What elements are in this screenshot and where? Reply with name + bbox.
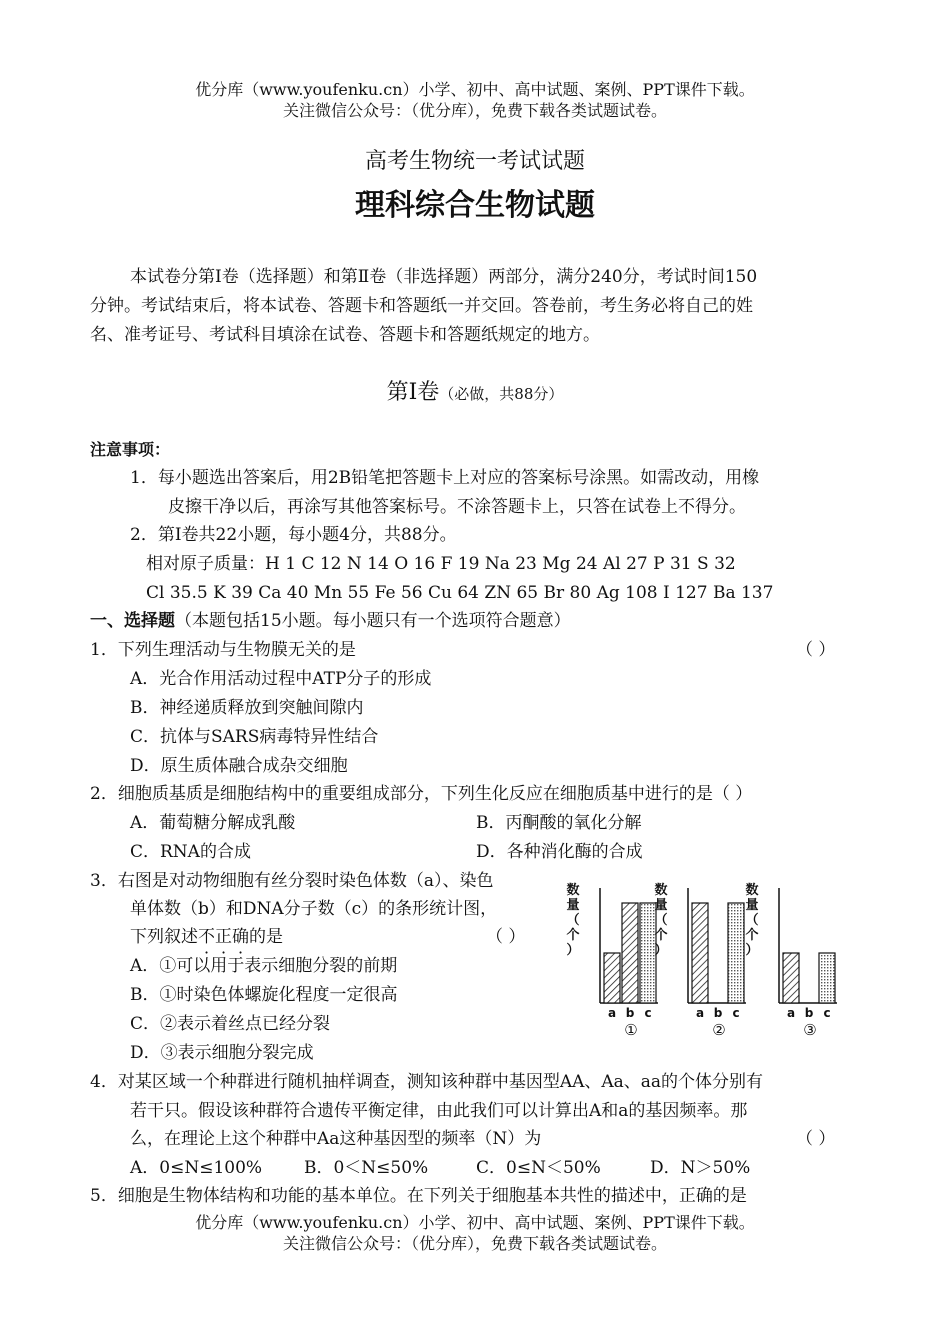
header-line-2: 关注微信公众号：（优分库），免费下载各类试题试卷。 [282,101,667,120]
q2-option-c: C．RNA的合成 [130,842,251,862]
section-1-title: 一、选择题 [90,611,175,631]
q1-option-a: A．光合作用活动过程中ATP分子的形成 [130,669,432,689]
header-line-1: 优分库（www.youfenku.cn）小学、初中、高中试题、案例、PPT课件下载。 [195,80,755,99]
q3-option-c: C．②表示着丝点已经分裂 [130,1014,331,1034]
bar-a [604,953,620,1003]
x-tick-label: b [713,1006,723,1020]
q2-option-a: A．葡萄糖分解成乳酸 [130,813,296,833]
q3-stem-3-start: 下列叙述 [130,927,198,947]
q3-bar-chart [560,880,860,1040]
y-axis-label-char: 数 [745,883,759,898]
q4-line-3: 么，在理论上这个种群中Aa这种基因型的频率（N）为 [130,1129,542,1149]
atomic-masses-1: 相对原子质量：H 1 C 12 N 14 O 16 F 19 Na 23 Mg 24 Al 27 P 31 S 32 [146,554,736,574]
q3-emphasis [198,927,249,947]
y-axis-label-char: ） [654,943,668,958]
x-tick-label: c [644,1006,652,1020]
intro-line-1: 本试卷分第Ⅰ卷（选择题）和第Ⅱ卷（非选择题）两部分，满分240分，考试时间150 [130,267,758,287]
q1-option-b: B．神经递质释放到突触间隙内 [130,698,364,718]
q3-stem-2: 单体数（b）和DNA分子数（c）的条形统计图， [130,899,498,919]
y-axis-label-char: ） [566,943,580,958]
group-label: ② [712,1021,726,1039]
x-tick-label: b [804,1006,814,1020]
q4-option-c: C．0≤N＜50% [476,1158,601,1178]
bar-c [819,953,835,1003]
y-axis-label-char: （ [566,913,580,928]
y-axis-label-char: 个 [745,928,759,943]
q3-emphasis-char: 确 [232,927,249,947]
x-tick-label: a [786,1006,796,1020]
y-axis-label-char: 个 [654,928,668,943]
q4-option-d: D．N＞50% [650,1158,751,1178]
bar-c [728,903,744,1003]
notice-title: 注意事项： [90,440,171,459]
subtitle: 高考生物统一考试试题 [364,149,585,174]
q1-option-d: D．原生质体融合成杂交细胞 [130,756,348,776]
y-axis-label-char: 量 [566,898,580,913]
intro-line-3: 名、准考证号、考试科目填涂在试卷、答题卡和答题纸规定的地方。 [90,325,600,345]
y-axis-label-char: 量 [745,898,759,913]
q3-stem-1: 3．右图是对动物细胞有丝分裂时染色体数（a）、染色 [90,871,494,891]
q3-stem-3 [130,925,283,949]
atomic-masses-2: Cl 35.5 K 39 Ca 40 Mn 55 Fe 56 Cu 64 ZN 65 Br 80 Ag 108 I 127 Ba 137 [146,583,774,603]
q4-line-2: 若干只。假设该种群符合遗传平衡定律，由此我们可以计算出A和a的基因频率。那 [130,1101,748,1121]
q3-emphasis-char: 不 [198,927,215,947]
q1-answer-paren: （ ） [796,640,836,660]
y-axis-label-char: （ [654,913,668,928]
q2-option-b: B．丙酮酸的氧化分解 [476,813,642,833]
q1-stem: 1．下列生理活动与生物膜无关的是 [90,640,356,660]
x-tick-label: a [695,1006,705,1020]
y-axis-label-char: 数 [566,883,580,898]
y-axis-label-char: 量 [654,898,668,913]
q2-stem: 2．细胞质基质是细胞结构中的重要组成部分，下列生化反应在细胞质基中进行的是（ ） [90,784,753,804]
page-title: 理科综合生物试题 [355,188,595,223]
x-tick-label: c [732,1006,740,1020]
q3-option-d: D．③表示细胞分裂完成 [130,1043,314,1063]
q1-option-c: C．抗体与SARS病毒特异性结合 [130,727,379,747]
section-1-desc: （本题包括15小题。每小题只有一个选项符合题意） [175,611,571,631]
q4-line-1: 4．对某区域一个种群进行随机抽样调查，测知该种群中基因型AA、Aa、aa的个体分别有 [90,1072,764,1092]
y-axis-label-char: 数 [654,883,668,898]
q4-option-b: B．0＜N≤50% [304,1158,429,1178]
section-1-heading [90,609,571,633]
q3-option-b: B．①时染色体螺旋化程度一定很高 [130,985,398,1005]
notice-item-1b: 皮擦干净以后，再涂写其他答案标号。不涂答题卡上，只答在试卷上不得分。 [168,497,746,517]
x-tick-label: c [823,1006,831,1020]
q3-answer-paren: （ ） [486,927,526,947]
group-label: ③ [803,1021,817,1039]
y-axis-label-char: ） [745,943,759,958]
notice-item-1a: 1．每小题选出答案后，用2B铅笔把答题卡上对应的答案标号涂黑。如需改动，用橡 [130,468,760,488]
q3-stem-3-end: 的是 [249,927,283,947]
part1-note: （必做，共88分） [439,385,564,403]
footer-line-2: 关注微信公众号：（优分库），免费下载各类试题试卷。 [282,1234,667,1253]
y-axis-label-char: 个 [566,928,580,943]
bar-a [692,903,708,1003]
bar-b [622,903,638,1003]
q5-stem: 5．细胞是生物体结构和功能的基本单位。在下列关于细胞基本共性的描述中，正确的是 [90,1186,747,1206]
bar-a [783,953,799,1003]
intro-line-2: 分钟。考试结束后，将本试卷、答题卡和答题纸一并交回。答卷前，考生务必将自己的姓 [90,296,753,316]
q3-emphasis-char: 正 [215,927,232,947]
notice-item-2: 2．第Ⅰ卷共22小题，每小题4分，共88分。 [130,525,457,545]
part1-heading [0,378,950,409]
q2-option-d: D．各种消化酶的合成 [476,842,643,862]
x-tick-label: a [607,1006,617,1020]
x-tick-label: b [625,1006,635,1020]
group-label: ① [624,1021,638,1039]
footer-line-1: 优分库（www.youfenku.cn）小学、初中、高中试题、案例、PPT课件下载。 [195,1213,755,1232]
y-axis-label-char: （ [745,913,759,928]
q3-option-a: A．①可以用于表示细胞分裂的前期 [130,956,398,976]
q4-answer-paren: （ ） [796,1129,836,1149]
part1-title: 第Ⅰ卷 [386,380,440,405]
q4-option-a: A．0≤N≤100% [130,1158,263,1178]
